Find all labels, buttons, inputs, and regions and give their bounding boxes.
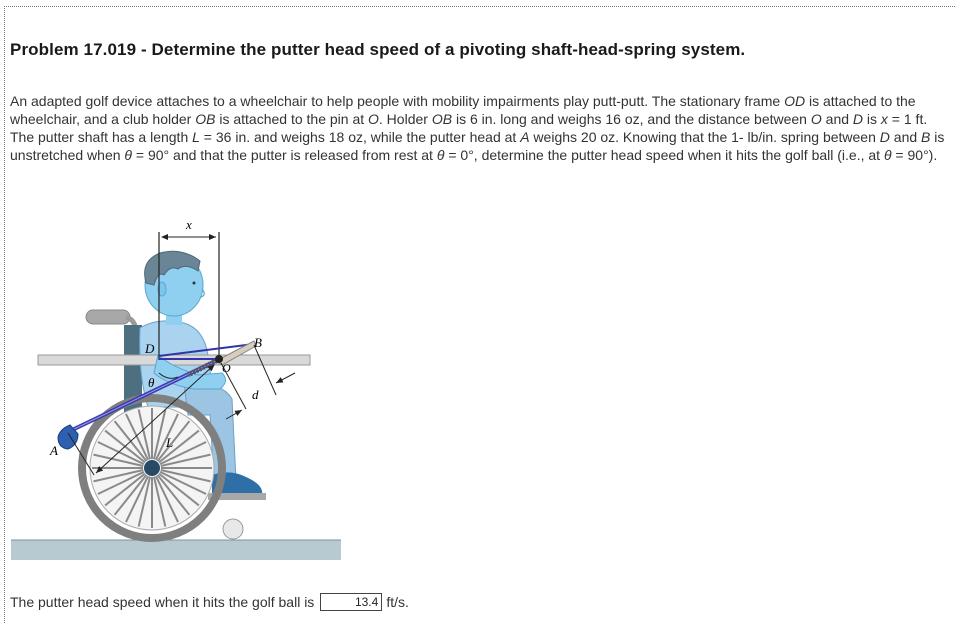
answer-input[interactable] bbox=[320, 593, 382, 611]
label-d-point: D bbox=[145, 341, 155, 356]
label-theta: θ bbox=[148, 375, 155, 390]
problem-statement bbox=[10, 92, 952, 164]
statement-text: is attached to the pin at bbox=[215, 111, 369, 127]
d-dimension-arrow bbox=[276, 373, 295, 383]
statement-text: is 6 in. long and weighs 16 oz, and the distance between bbox=[452, 111, 811, 127]
statement-text: and bbox=[821, 111, 853, 127]
statement-symbol: B bbox=[921, 129, 931, 145]
statement-symbol: θ bbox=[124, 147, 133, 163]
label-l: L bbox=[166, 435, 174, 450]
statement-symbol: OB bbox=[195, 111, 216, 127]
statement-symbol: D bbox=[852, 111, 864, 127]
statement-text: = 36 in. and weighs 18 oz, while the putter head at bbox=[199, 129, 521, 145]
label-d: d bbox=[252, 387, 259, 402]
statement-symbol: O bbox=[368, 111, 379, 127]
statement-text: = 90° and that the putter is released from rest at bbox=[132, 147, 437, 163]
statement-text: is unstretched when bbox=[10, 129, 945, 163]
statement-text: . Holder bbox=[378, 111, 432, 127]
answer-unit: ft/s. bbox=[386, 594, 409, 610]
statement-symbol: A bbox=[520, 129, 530, 145]
statement-text: = 90°). bbox=[891, 147, 938, 163]
statement-symbol: O bbox=[810, 111, 822, 127]
label-a: A bbox=[50, 443, 58, 458]
golf-ball bbox=[223, 519, 243, 539]
statement-text: is attached to the wheelchair, and a club holder bbox=[10, 93, 916, 127]
answer-prefix: The putter head speed when it hits the golf ball is bbox=[10, 594, 315, 610]
wheelchair-handle bbox=[86, 310, 130, 324]
statement-symbol: θ bbox=[883, 147, 892, 163]
statement-symbol: x bbox=[880, 111, 888, 127]
ground bbox=[11, 540, 341, 560]
wheelchair-putter-figure bbox=[8, 205, 348, 565]
label-x: x bbox=[186, 217, 192, 232]
statement-symbol: OD bbox=[784, 93, 806, 109]
statement-symbol: θ bbox=[436, 147, 445, 163]
statement-text: An adapted golf device attaches to a wheelchair to help people with mobility impairments play putt-putt. The stationary frame bbox=[10, 93, 785, 109]
statement-symbol: L bbox=[192, 129, 200, 145]
wheel-hub bbox=[144, 460, 160, 476]
statement-symbol: D bbox=[879, 129, 890, 145]
statement-text: = 1 ft. The putter shaft has a length bbox=[10, 111, 928, 145]
statement-text: = 0°, determine the putter head speed when it hits the golf ball (i.e., at bbox=[444, 147, 884, 163]
statement-text: is bbox=[863, 111, 881, 127]
label-o: O bbox=[222, 361, 231, 375]
label-b: B bbox=[254, 335, 262, 350]
problem-title: Problem 17.019 - Determine the putter head speed of a pivoting shaft-head-spring system. bbox=[10, 40, 746, 59]
statement-text: and bbox=[889, 129, 922, 145]
statement-text: weighs 20 oz. Knowing that the 1- lb/in. spring between bbox=[529, 129, 880, 145]
answer-row bbox=[10, 593, 409, 611]
statement-symbol: OB bbox=[431, 111, 453, 127]
